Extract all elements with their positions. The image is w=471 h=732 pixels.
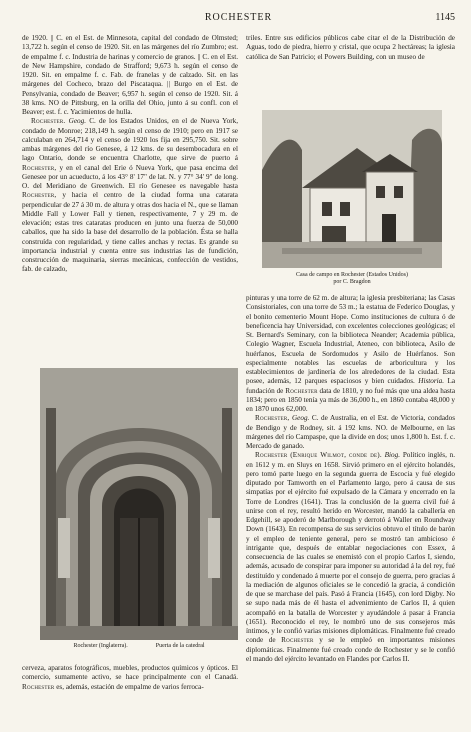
entry-headword-inline: Rochester [285, 386, 318, 395]
entry-text: cerveza, aparatos fotográficos, muebles, productos químicos y ópticos. El comercio, sumamente activo, se hace principalmente con el Canadá. [22, 664, 238, 682]
entry-text: es, además, estación de empalme de varios ferroca- [56, 682, 204, 691]
entry-headword-inline: Rochester [22, 682, 55, 691]
entry-text: C. de los Estados Unidos, en el de Nueva York, condado de Monroe; 218,149 h. según el censo de 1910; pero en 1917 se calculaban en 264,714 y el censo de 1920 los fija en 295,750. Sit. sobre ambas márgenes del río Genesee, á 12 kms. de su desembocadura en el lago Ontario, donde se encuentra Charlotte, que sirve de puerto á [22, 117, 238, 163]
entry-headword-inline: Rochester, [22, 191, 57, 200]
caption-text: Casa de campo en Rochester (Estados Unidos) [296, 272, 408, 278]
paragraph-buildings: triles. Entre sus edificios públicos cabe citar el de la Distribución de Aguas, todo de piedra, hierro y cristal, que ocupa 2 hectáreas; la iglesia católica de San Patricio; el Powers Building, con un museo de [246, 34, 455, 61]
paragraph-rochester-australia [246, 414, 455, 451]
entry-text: y hacia el centro de la ciudad forma una catarata perpendicular de 27 á 30 m. de altura y otras dos hacia el N., que se llaman Middle Fall y Lower Fall y tienen, respectivamente, 7 y 29 m. de elevación; estas tres cataratas producen en junto una fuerza de 50,000 caballos, que ha sido la base del desarrollo de la población. Ésta se halla construída con regularidad, y tiene calles anchas y rectas. Es grande su importancia industrial y cuenta entre sus industrias las de fundición, construcción de maquinaria, sierras mecánicas, confección de vestidos, fab. de calzado, [22, 191, 238, 274]
page-header [22, 12, 455, 26]
entry-text: pinturas y una torre de 62 m. de altura; la iglesia presbiteriana; las Casas Consistoriales, con una torre de 53 m.; la estatua de Federico Douglas, y el bonito cementerio Mount Hope. Como instituciones de cultura ó de beneficencia hay Universidad, con excelentes colecciones geológicas; el St. Bernard's Seminary, con la biblioteca Neander; Academia pública, Colegio Wagner, Escuela Industrial, Ateneo, con biblioteca, Asilo de huérfanos, Escuela de Sordomudos y Asilo de Huérfanos. Son especialmente notables las escuelas de arboricultura y los establecimientos de jardinería de los alrededores de la ciudad. Esta posee, además, 12 parques espaciosos y bien cuidados. [246, 294, 455, 386]
paragraph-commerce [22, 664, 238, 692]
entry-text: C. de Australia, en el Est. de Victoria, condados de Bendigo y de Rodney, sit. á 192 kms. NO. de Melbourne, en las márgenes del río Campaspe, que la divide en dos; unos 1,800 h. Est. f. c. Mercado de ganado. [246, 414, 455, 450]
photo-country-house [262, 110, 442, 268]
right-column-top [246, 34, 455, 104]
entry-text: Político inglés, n. en 1612 y m. en Sluys en 1658. Sirvió primero en el ejército holandés, pero tomó parte luego en la segunda guerra de Escocia y fué elegido diputado por Tamworth en el Parlamento largo, pero á causa de sus simpatías por el ejército fué expulsado de la Cámara y encerrado en la Torre de Londres (1641). Tras la conclusión de la guerra civil fué á unirse con el rey, resultó herido en Worcester, mandó la caballería en Edgehill, se apoderó de Marlborough y derrotó á Waller en Roundway Down (1643). En recompensa de sus servicios obtuvo el título de barón y el empleo de teniente general, pero se mostró tan ambicioso é intrigante que, después de entablar negociaciones con Essex, á consecuencia de las cuales se enemistó con el propio Carlos I, siendo, además, acusado de conspirar para imponer su autoridad á la del rey, fué destituído y condenado á muerte por el consejo de guerra, pero gracias á la mediación de algunos oficiales se le concedió la gracia, á condición de que se marchase del país. Pasó á Francia (1645), con lord Digby. No se supo nada más de él hasta el advenimiento de Carlos II, á quien acompañó en la batalla de Worcester y ayudándole á pasar á Francia (1651). Reconocido el rey, le nombró uno de sus consejeros más íntimos, y le confió varias misiones diplomáticas. Finalmente fué creado conde de [246, 451, 455, 645]
entry-headword: Rochester [255, 451, 288, 460]
entry-text: y se le empleó en importantes misiones diplomáticas. Finalmente fué creado conde de Rochester y se le confió el mando del ejército levantado en Flandes por Carlos II. [246, 636, 455, 663]
caption-text: Rochester (Inglaterra). [73, 643, 128, 649]
entry-headword-inline: Rochester [281, 636, 314, 645]
entry-category: Biog. [384, 451, 401, 460]
caption-cathedral-door [40, 643, 238, 650]
paragraph-culture-history [246, 294, 455, 414]
paragraph-rochester-ny [22, 117, 238, 274]
entry-text: data de 1810, y no fué más que una aldea hasta 1834; pero en 1850 tenía ya más de 36,000 h., en 1860 contaba 48,000 y en 1870 unos 62,000. [246, 386, 455, 413]
caption-subject: Puerta de la catedral [155, 643, 205, 649]
paragraph-rochester-biography [246, 451, 455, 664]
entry-headword-inline: Rochester, [22, 163, 57, 172]
entry-category: Geog. [68, 117, 87, 126]
photo-cathedral-door [40, 368, 238, 640]
left-column-top [22, 34, 238, 360]
paragraph-minnesota: de 1920. || C. en el Est. de Minnesota, capital del condado de Olmsted; 13,722 h. según el censo de 1920. Sit. en las márgenes del río Zumbro; est. de empalme f. c. Industria de harinas y comercio de granos. || C. en el Est. de New Hampshire, condado de Strafford; 9,673 h. según el censo de 1920. Sit. en empalme f. c. Fab. de franelas y de calzado. Sit. en las márgenes del Cocheco, brazo del Piscataqua. || Burgo en el Est. de Pensylvania, condado de Beaver; 6,957 h. según el censo de 1920. Sit. á 38 kms. NO de Pittsburg, en la orilla del Ohio, junto á su confl. con el Beaver; est. f. c. Yacimientos de hulla. [22, 34, 238, 116]
right-column-bottom [246, 294, 455, 720]
entry-title: (Enrique Wilmot, conde de). [290, 451, 382, 460]
entry-text: La fundación de [246, 377, 455, 395]
running-head: ROCHESTER [204, 12, 273, 23]
caption-country-house [262, 272, 442, 286]
caption-credit: por C. Bragdon [333, 279, 371, 285]
entry-category: Geog. [291, 414, 310, 423]
left-column-bottom [22, 664, 238, 720]
entry-headword: Rochester, [255, 414, 290, 423]
entry-headword: Rochester. [31, 117, 66, 126]
entry-category: Historia. [418, 377, 445, 386]
page-number: 1145 [435, 12, 455, 23]
entry-text: y en el canal del Erie ó Nueva York, que pasa encima del Genesee por un acueducto, á los 43° 8' 17" de lat. N. y 77° 34' 9" de long. O. del Meridiano de Greenwich. El río Genesee es navegable hasta [22, 163, 238, 190]
